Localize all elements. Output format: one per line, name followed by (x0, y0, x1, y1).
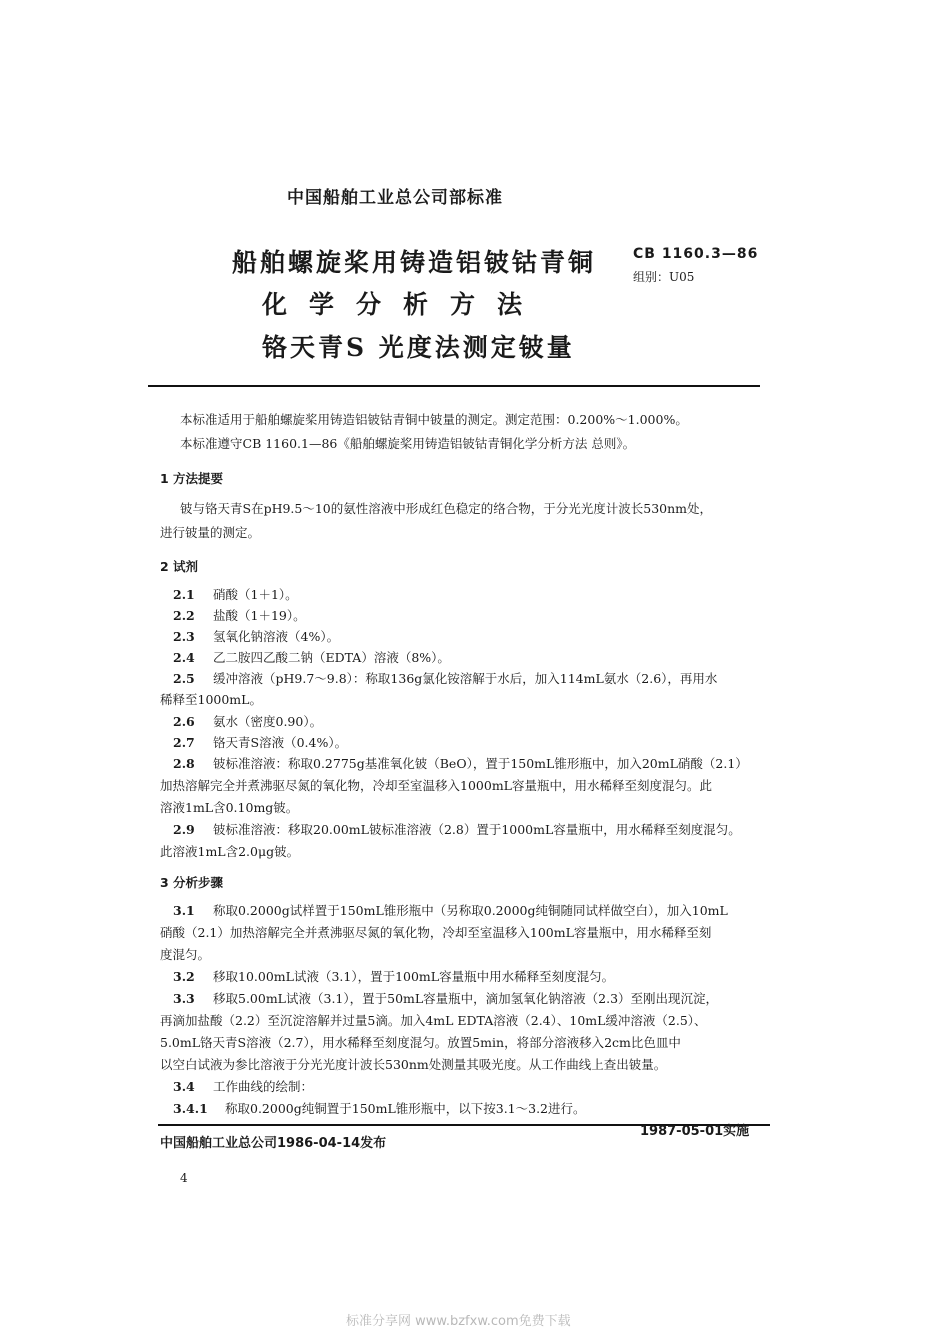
item-3-3-cont-2: 5.0mL铬天青S溶液（2.7），用水稀释至刻度混匀。放置5min，将部分溶液移入2cm比色皿中 (160, 1035, 681, 1050)
item-2-8-cont-1: 加热溶解完全并煮沸驱尽氮的氧化物，冷却至室温移入1000mL容量瓶中，用水稀释至刻度混匀。此 (160, 778, 712, 793)
item-3-2: 3.2 移取10.00mL试液（3.1），置于100mL容量瓶中用水稀释至刻度混匀。 (173, 969, 615, 984)
item-2-9-cont: 此溶液1mL含2.0μg铍。 (160, 844, 300, 859)
header-rule (148, 385, 760, 387)
item-3-3: 3.3 移取5.00mL试液（3.1），置于50mL容量瓶中，滴加氢氧化钠溶液（2.3）至刚出现沉淀， (173, 991, 719, 1006)
title-line-1: 船舶螺旋桨用铸造铝铍钴青铜 (232, 248, 597, 277)
title-line-3: 铬天青S 光度法测定铍量 (262, 333, 575, 362)
item-3-1-cont-2: 度混匀。 (160, 947, 211, 962)
item-3-4: 3.4 工作曲线的绘制： (173, 1079, 314, 1094)
group-code: 组别：U05 (633, 270, 695, 284)
item-2-5: 2.5 缓冲溶液（pH9.7～9.8）：称取136g氯化铵溶解于水后，加入114mL氨水（2.6），再用水 (173, 671, 718, 686)
item-2-8-cont-2: 溶液1mL含0.10mg铍。 (160, 800, 299, 815)
item-2-8: 2.8 铍标准溶液：称取0.2775g基准氧化铍（BeO），置于150mL锥形瓶中，加入20mL硝酸（2.1） (173, 756, 748, 771)
item-2-1: 2.1 硝酸（1＋1）。 (173, 587, 298, 602)
watermark: 标准分享网 www.bzfxw.com免费下载 (346, 1314, 571, 1329)
title-line-2: 化学分析方法 (262, 290, 545, 319)
item-2-3: 2.3 氢氧化钠溶液（4%）。 (173, 629, 340, 644)
item-3-3-cont-1: 再滴加盐酸（2.2）至沉淀溶解并过量5滴。加入4mL EDTA溶液（2.4）、10mL缓冲溶液（2.5）、 (160, 1013, 707, 1028)
item-2-9: 2.9 铍标准溶液：移取20.00mL铍标准溶液（2.8）置于1000mL容量瓶中，用水稀释至刻度混匀。 (173, 822, 741, 837)
item-2-5-cont: 稀释至1000mL。 (160, 692, 262, 707)
item-2-7: 2.7 铬天青S溶液（0.4%）。 (173, 735, 348, 750)
section-1-line-2: 进行铍量的测定。 (160, 525, 261, 540)
section-1-heading: 1 方法提要 (160, 471, 224, 486)
item-2-4: 2.4 乙二胺四乙酸二钠（EDTA）溶液（8%）。 (173, 650, 450, 665)
item-2-2: 2.2 盐酸（1＋19）。 (173, 608, 306, 623)
standard-code: CB 1160.3—86 (633, 246, 759, 262)
section-3-heading: 3 分析步骤 (160, 875, 224, 890)
intro-line-1: 本标准适用于船舶螺旋桨用铸造铝铍钴青铜中铍量的测定。测定范围：0.200%～1.000%。 (180, 412, 688, 427)
effective-date: 1987-05-01实施 (640, 1124, 750, 1139)
item-2-6: 2.6 氨水（密度0.90）。 (173, 714, 323, 729)
item-3-4-1: 3.4.1 称取0.2000g纯铜置于150mL锥形瓶中，以下按3.1～3.2进行。 (173, 1101, 586, 1116)
page-number: 4 (180, 1171, 188, 1185)
item-3-3-cont-3: 以空白试液为参比溶液于分光光度计波长530nm处测量其吸光度。从工作曲线上查出铍量。 (160, 1057, 667, 1072)
issue-date: 中国船舶工业总公司1986-04-14发布 (160, 1136, 387, 1151)
section-2-heading: 2 试剂 (160, 559, 199, 574)
item-3-1-cont-1: 硝酸（2.1）加热溶解完全并煮沸驱尽氮的氧化物，冷却至室温移入100mL容量瓶中，用水稀释至刻 (160, 925, 712, 940)
section-1-line-1: 铍与铬天青S在pH9.5～10的氨性溶液中形成红色稳定的络合物，于分光光度计波长530nm处， (180, 501, 713, 516)
item-3-1: 3.1 称取0.2000g试样置于150mL锥形瓶中（另称取0.2000g纯铜随同试样做空白），加入10mL (173, 903, 728, 918)
intro-line-2: 本标准遵守CB 1160.1—86《船舶螺旋桨用铸造铝铍钴青铜化学分析方法 总则》。 (180, 436, 636, 451)
issuing-organization: 中国船舶工业总公司部标准 (287, 188, 503, 208)
